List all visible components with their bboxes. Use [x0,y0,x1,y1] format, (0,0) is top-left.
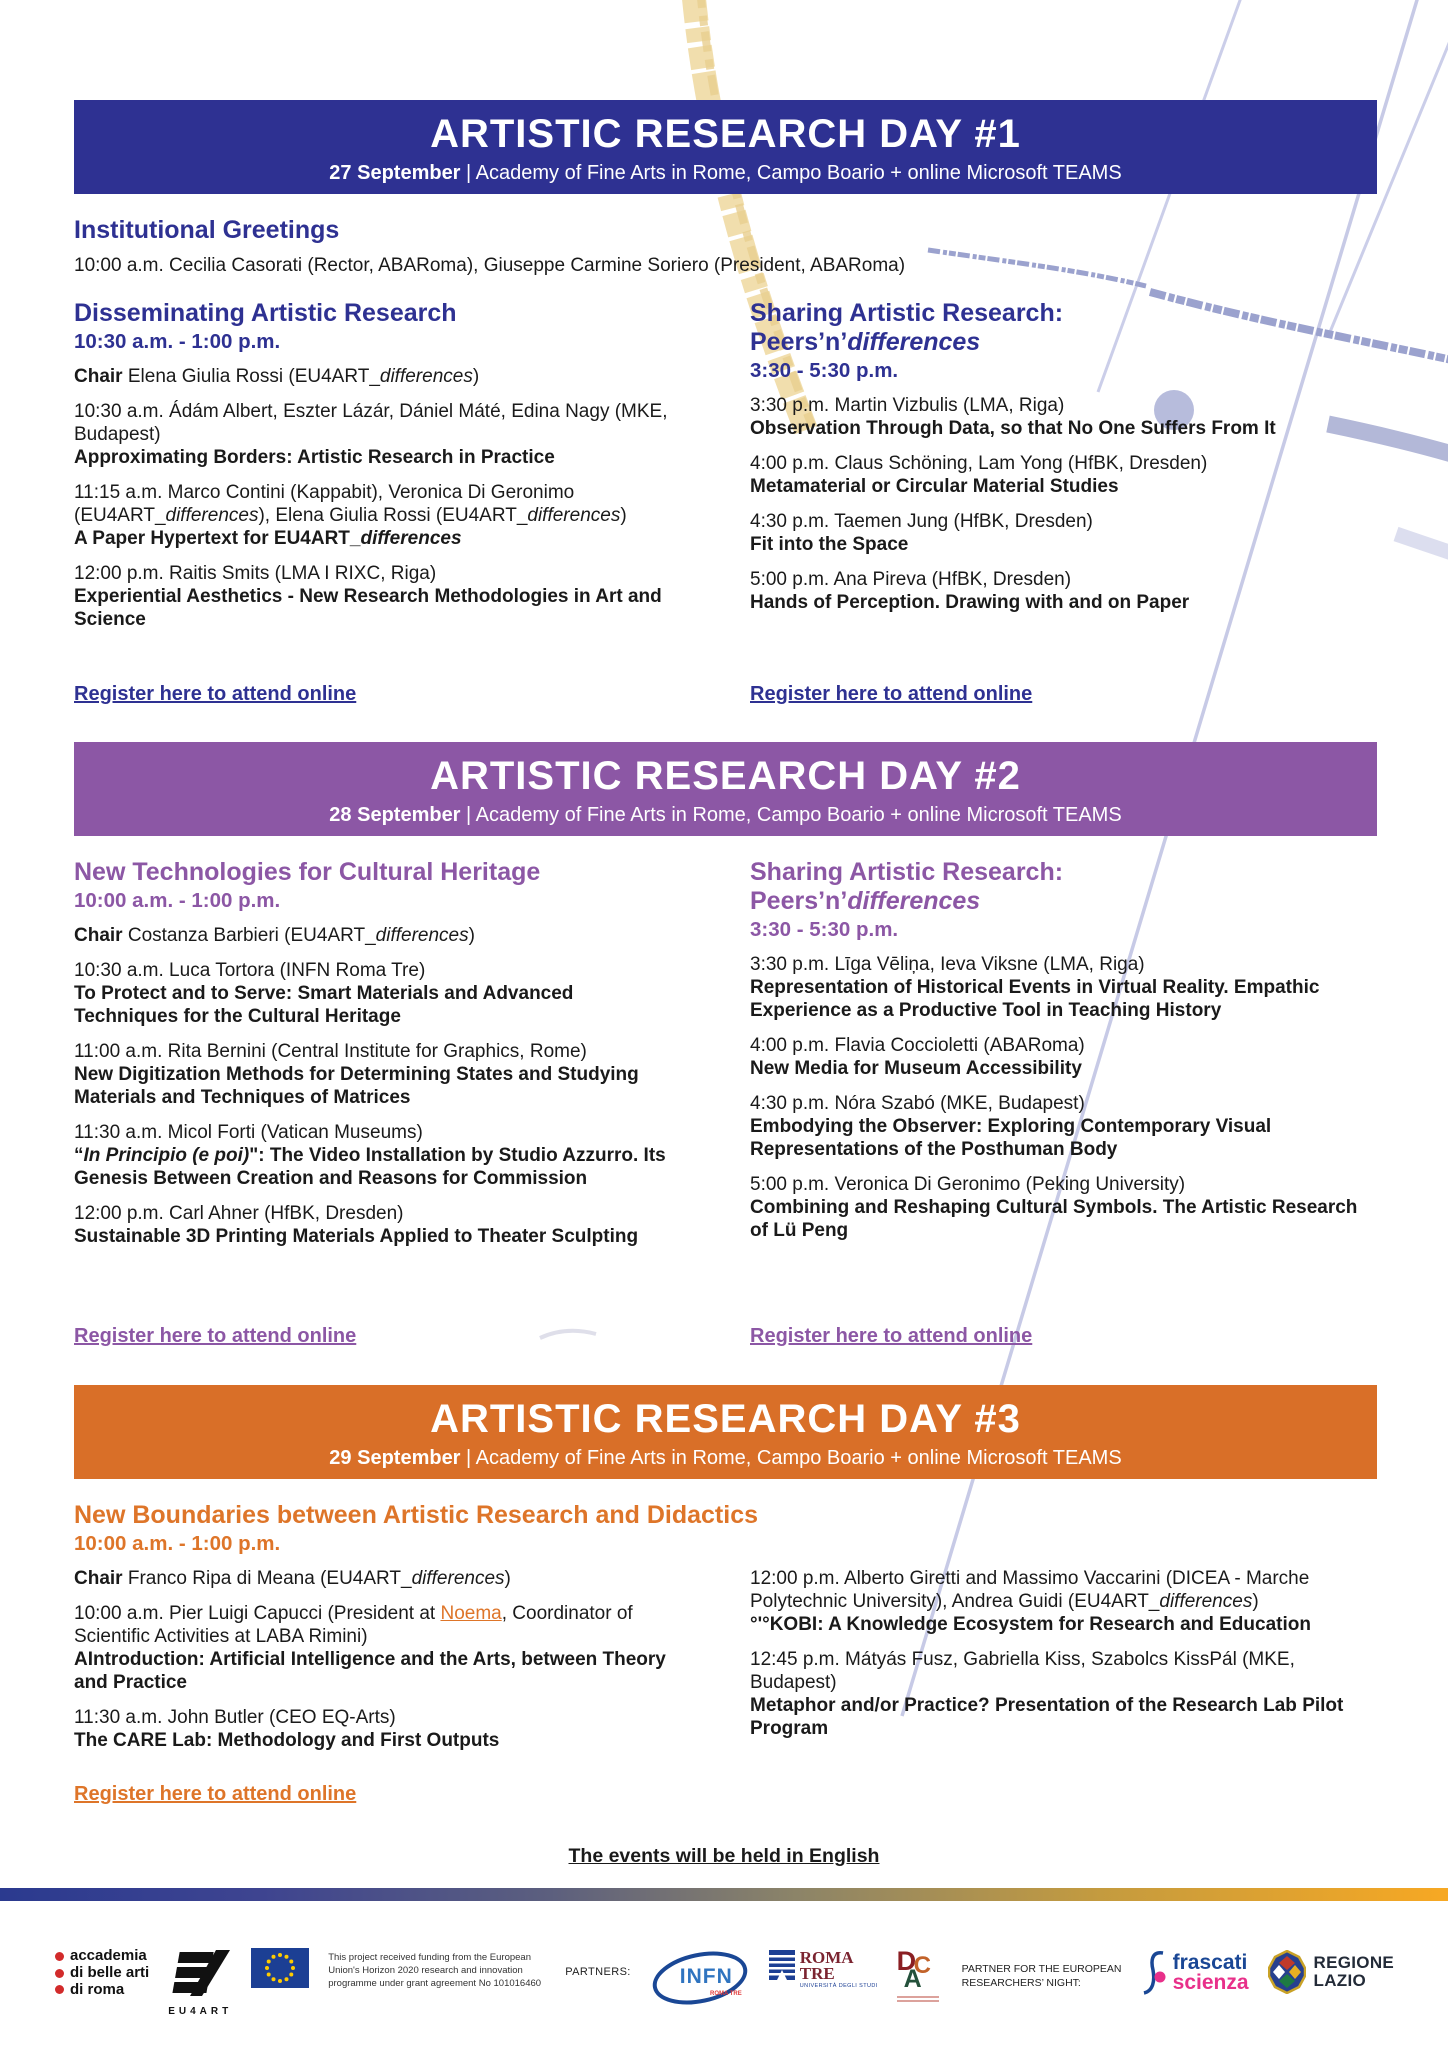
talk-speakers: 5:00 p.m. Veronica Di Geronimo (Peking University) [750,1173,1186,1195]
talk-speakers-post: , Coordinator of Scientific Activities at LABA Rimini) [74,1602,633,1647]
day1-banner-subtitle [74,162,1377,185]
talk-title: Experiential Aesthetics - New Research Methodologies in Art and Science [74,585,662,630]
talk-speakers: 11:00 a.m. Rita Bernini (Central Institute for Graphics, Rome) [74,1040,587,1062]
noema-link[interactable]: Noema [440,1602,502,1624]
day2-banner-subtitle [74,804,1377,827]
talk [74,1041,674,1110]
talk-speakers: 11:30 a.m. Micol Forti (Vatican Museums) [74,1121,423,1143]
talk-title: Approximating Borders: Artistic Research in Practice [74,446,555,468]
day3-banner-date: 29 September [329,1447,461,1469]
talk-title: Combining and Reshaping Cultural Symbols. The Artistic Research of Lü Peng [750,1196,1358,1241]
day2-banner-date: 28 September [329,804,461,826]
talk [750,1093,1377,1162]
talk-title: Representation of Historical Events in Virtual Reality. Empathic Experience as a Productive Tool in Teaching History [750,976,1320,1021]
dicea-letter: A [903,1965,922,1993]
talk [750,395,1377,441]
day3-banner-subtitle [74,1447,1377,1470]
accademia-logo [55,1948,149,1998]
session-heading-line1: Sharing Artistic Research: [750,299,1064,327]
talk-title: New Media for Museum Accessibility [750,1057,1082,1079]
session-chair [74,925,674,948]
events-language-note: The events will be held in English [568,1845,880,1867]
day3-banner-title: ARTISTIC RESEARCH DAY #3 [430,1397,1021,1441]
talk-speakers-pre: 10:00 a.m. Pier Luigi Capucci (President at [74,1602,441,1624]
day3-left-column [74,1568,674,1753]
talk-speakers: 4:00 p.m. Flavia Coccioletti (ABARoma) [750,1034,1085,1056]
day1-left-column [74,299,674,632]
day3-session-heading: New Boundaries between Artistic Research and Didactics [74,1501,759,1529]
talk [750,954,1377,1023]
talk-title: Observation Through Data, so that No One Suffers From It [750,417,1276,439]
talk-title: To Protect and to Serve: Smart Materials and Advanced Techniques for the Cultural Heritage [74,982,574,1027]
register-link-day2-right[interactable]: Register here to attend online [750,1325,1033,1347]
greetings-line: 10:00 a.m. Cecilia Casorati (Rector, ABARoma), Giuseppe Carmine Soriero (President, ABARoma) [74,255,906,276]
talk-title: Embodying the Observer: Exploring Contemporary Visual Representations of the Posthuman Body [750,1115,1272,1160]
talk-speakers: 3:30 p.m. Līga Vēliņa, Ieva Viksne (LMA, Riga) [750,954,1145,975]
day2-banner [74,742,1377,836]
romatre-subtext: UNIVERSITÀ DEGLI STUDI [799,1983,878,1990]
session-time: 3:30 - 5:30 p.m. [750,918,899,941]
talk-title: The CARE Lab: Methodology and First Outputs [74,1729,500,1751]
talk-speakers [74,1603,674,1649]
chair-name: Costanza Barbieri (EU4ART_differences) [122,925,475,946]
accademia-line: accademia [70,1947,147,1964]
day2-section [74,742,1377,1347]
talk-title: A Paper Hypertext for EU4ART_differences [74,527,462,549]
talk [74,960,674,1029]
talk [750,453,1377,499]
talk [750,511,1377,557]
talk [74,401,674,470]
eu4art-glyph-icon [168,1950,232,1998]
session-heading [750,858,1377,916]
day2-banner-info: | Academy of Fine Arts in Rome, Campo Boario + online Microsoft TEAMS [466,804,1122,826]
dicea-letter: D [896,1946,917,1976]
accademia-line: di belle arti [70,1963,150,1981]
talk-title: “In Principio (e poi)": The Video Installation by Studio Azzurro. Its Genesis Between Creation and Reasons for Commission [74,1144,666,1189]
red-dot-icon [55,1952,64,1961]
day1-columns [74,299,1377,632]
talk-speakers: 12:45 p.m. Mátyás Fusz, Gabriella Kiss, Szabolcs KissPál (MKE, Budapest) [750,1648,1295,1693]
day1-banner-title: ARTISTIC RESEARCH DAY #1 [430,112,1021,156]
chair-label: Chair [74,925,123,946]
accademia-line: di roma [70,1980,125,1998]
talk [750,1174,1377,1243]
talk-speakers: 4:30 p.m. Nóra Szabó (MKE, Budapest) [750,1092,1085,1114]
day2-right-column [750,858,1377,1249]
chair-label: Chair [74,1568,123,1589]
frascati-line1: frascati [1172,1951,1248,1975]
talk [750,1649,1377,1741]
talk-title: Fit into the Space [750,533,909,555]
register-link-day1-right[interactable]: Register here to attend online [750,683,1033,705]
talk-title: AIntroduction: Artificial Intelligence and the Arts, between Theory and Practice [74,1648,666,1693]
romatre-logo [769,1950,878,1990]
talk [74,482,674,551]
day3-right-column [750,1568,1377,1753]
talk [750,569,1377,615]
talk-speakers: 12:00 p.m. Raitis Smits (LMA I RIXC, Riga) [74,562,437,584]
greetings-heading: Institutional Greetings [74,216,340,244]
day3-banner-info: | Academy of Fine Arts in Rome, Campo Boario + online Microsoft TEAMS [466,1447,1122,1469]
talk-speakers: 12:00 p.m. Alberto Giretti and Massimo Vaccarini (DICEA - Marche Polytechnic University), Andrea Guidi (EU4ART_differences) [750,1568,1310,1612]
day3-banner [74,1385,1377,1479]
register-link-day1-left[interactable]: Register here to attend online [74,683,357,705]
dicea-letter: C [913,1952,931,1979]
session-heading-line2: Peers’n’differences [750,887,981,915]
romatre-line2: TRE [799,1964,835,1984]
partners-label: PARTNERS: [565,1966,631,1978]
eu4art-caption: EU4ART [168,2006,233,2017]
register-link-day2-left[interactable]: Register here to attend online [74,1325,357,1347]
talk-title: New Digitization Methods for Determining States and Studying Materials and Techniques of Matrices [74,1063,639,1108]
talk-speakers: 11:30 a.m. John Butler (CEO EQ-Arts) [74,1706,396,1728]
regione-line2: LAZIO [1313,1971,1367,1990]
chair-label: Chair [74,366,123,387]
day3-session-time: 10:00 a.m. - 1:00 p.m. [74,1532,281,1555]
frascati-scienza-logo [1141,1950,1249,1996]
talk-speakers: 10:30 a.m. Luca Tortora (INFN Roma Tre) [74,959,426,981]
talk-title: Hands of Perception. Drawing with and on Paper [750,591,1190,613]
regione-lazio-logo [1268,1950,1395,1994]
day1-banner-date: 27 September [329,162,461,184]
chair-name: Franco Ripa di Meana (EU4ART_differences) [122,1568,511,1589]
talk [74,1603,674,1695]
chair-name: Elena Giulia Rossi (EU4ART_differences) [122,366,480,387]
session-heading [750,299,1377,357]
talk-title: Metamaterial or Circular Material Studies [750,475,1119,497]
session-heading-line1: Sharing Artistic Research: [750,858,1064,886]
session-heading-line2: Peers’n’differences [750,328,981,356]
talk-speakers: 11:15 a.m. Marco Contini (Kappabit), Veronica Di Geronimo (EU4ART_differences), Elena Giulia Rossi (EU4ART_differences) [74,481,627,526]
dicea-caption [897,1994,939,2002]
infn-text: INFN [679,1965,733,1988]
talk [750,1568,1377,1637]
talk-speakers: 5:00 p.m. Ana Pireva (HfBK, Dresden) [750,568,1072,590]
romatre-emblem-icon [769,1950,795,1984]
day2-banner-title: ARTISTIC RESEARCH DAY #2 [430,754,1021,798]
frascati-line2: scienza [1172,1971,1249,1994]
researchers-night-label: PARTNER FOR THE EUROPEAN RESEARCHERS’ NIGHT: [961,1963,1122,1990]
infn-subtext: ROMA TRE [709,1991,742,1997]
eu4art-logo [168,1950,232,2017]
session-heading: Disseminating Artistic Research [74,299,457,327]
talk-speakers: 3:30 p.m. Martin Vizbulis (LMA, Riga) [750,395,1065,416]
footer [55,1948,1418,2017]
session-chair [74,366,674,389]
talk [74,563,674,632]
eu-flag-icon [251,1948,309,1988]
talk-title: Metaphor and/or Practice? Presentation of the Research Lab Pilot Program [750,1694,1344,1739]
day2-columns [74,858,1377,1249]
day3-columns [74,1568,1377,1753]
talk-speakers: 12:00 p.m. Carl Ahner (HfBK, Dresden) [74,1202,404,1224]
regione-line1: REGIONE [1313,1953,1395,1973]
day2-left-column [74,858,674,1249]
talk [74,1203,674,1249]
session-time: 10:00 a.m. - 1:00 p.m. [74,889,281,912]
talk [74,1122,674,1191]
session-heading: New Technologies for Cultural Heritage [74,858,541,886]
regione-emblem-icon [1268,1950,1306,1994]
infn-logo [650,1950,750,2006]
romatre-line1: ROMA [799,1948,854,1967]
day1-banner [74,100,1377,194]
frascati-f-icon [1141,1950,1169,1996]
talk-title: Sustainable 3D Printing Materials Applied to Theater Sculpting [74,1225,639,1247]
day3-section [74,1385,1377,1805]
register-link-day3[interactable]: Register here to attend online [74,1783,357,1805]
funding-statement: This project received funding from the European Union's Horizon 2020 research and innovation programme under grant agreement No 101016460 [328,1952,542,1989]
session-time: 10:30 a.m. - 1:00 p.m. [74,330,281,353]
talk [750,1035,1377,1081]
red-dot-icon [55,1985,64,1994]
session-chair [74,1568,674,1591]
day1-banner-info: | Academy of Fine Arts in Rome, Campo Boario + online Microsoft TEAMS [466,162,1122,184]
talk-speakers: 4:30 p.m. Taemen Jung (HfBK, Dresden) [750,510,1093,532]
talk-speakers: 4:00 p.m. Claus Schöning, Lam Yong (HfBK, Dresden) [750,452,1208,474]
talk-speakers: 10:30 a.m. Ádám Albert, Eszter Lázár, Dániel Máté, Edina Nagy (MKE, Budapest) [74,400,668,445]
gradient-divider [0,1888,1448,1901]
talk [74,1707,674,1753]
day1-right-column [750,299,1377,632]
talk-title: °'°KOBI: A Knowledge Ecosystem for Research and Education [750,1613,1311,1635]
dicea-logo [896,1946,943,2002]
red-dot-icon [55,1969,64,1978]
day1-section [74,100,1377,705]
session-time: 3:30 - 5:30 p.m. [750,359,899,382]
